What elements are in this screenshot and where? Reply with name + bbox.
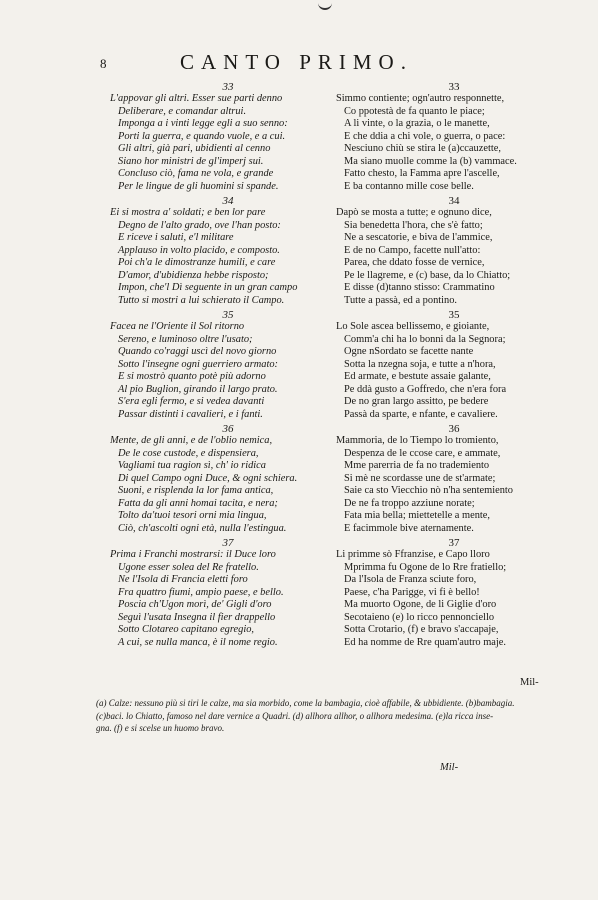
verse-line: Ei si mostra a' soldati; e ben lor pare <box>110 207 266 218</box>
verse-line: Ma muorto Ogone, de li Giglie d'oro <box>344 599 497 610</box>
verse-line: Fatta da gli anni homai tacita, e nera; <box>118 497 278 509</box>
verse-line: D'amor, d'ubidienza hebbe risposto; <box>118 269 269 281</box>
verse-line: Mente, de gli anni, e de l'oblio nemica, <box>110 435 273 446</box>
verse-line: L'appovar gli altri. Esser sue parti denno <box>110 93 283 104</box>
verse-line: Poscia ch'Ugon morì, de' Gigli d'oro <box>118 599 272 610</box>
verse-line: Passà da sparte, e nfante, e cavaliere. <box>344 408 498 420</box>
stanza-number: 33 <box>448 81 460 93</box>
verse-line: Tutte a passà, ed a pontino. <box>344 294 458 306</box>
verse-line: Fra quattro fiumi, ampio paese, e bello. <box>118 586 284 598</box>
verse-line: Lo Sole ascea bellissemo, e gioiante, <box>336 321 490 332</box>
verse-line: Sotto l'insegne ogni guerriero armato: <box>118 358 278 370</box>
stanza <box>336 82 572 193</box>
verse-line: A cui, se nulla manca, è il nome regio. <box>118 636 278 648</box>
verse-line: E riceve i saluti, e'l militare <box>118 232 234 243</box>
dialect-column <box>336 82 572 652</box>
verse-line: Ogne nSordato se facette nante <box>344 346 474 357</box>
verse-line: Despenza de le ccose care, e ammate, <box>344 447 501 459</box>
verse-line: Da l'Isola de Franza sciute foro, <box>344 574 477 585</box>
verse-line: Li primme sò Ffranzise, e Capo lloro <box>336 549 490 560</box>
catchword-right: Mil- <box>520 677 539 688</box>
verse-line: Tutto si mostri a lui schierato il Campo. <box>118 294 285 306</box>
stanza-number: 37 <box>448 537 460 549</box>
italian-column <box>110 82 346 652</box>
verse-line: Impon, che'l Dì seguente in un gran campo <box>118 282 298 293</box>
footnote-line: (a) Calze: nessuno più si tiri le calze, ma sia morbido, come la bambagia, cioè affabile, & ubbidiente. (b)bambagia. <box>96 698 515 708</box>
verse-line: De ne fa troppo azziune norate; <box>344 497 475 509</box>
stanza <box>336 310 572 421</box>
stanza-number: 35 <box>448 309 460 321</box>
verse-line: Concluso ciò, fama ne vola, e grande <box>118 168 274 179</box>
verse-line: E si mostrò quanto potè più adorno <box>118 371 266 382</box>
verse-line: Fatto chesto, la Famma apre l'ascelle, <box>344 168 500 179</box>
verse-line: Prima i Franchi mostrarsi: il Duce loro <box>110 549 276 560</box>
verse-line: Porti la guerra, e quando vuole, e a cui. <box>118 130 286 142</box>
stanza-number: 34 <box>222 195 234 207</box>
verse-line: Tolto da'tuoi tesori orni mia lingua, <box>118 510 267 521</box>
verse-line: Al pio Buglion, girando il largo prato. <box>118 383 278 395</box>
verse-line: Sotta Crotario, (f) e bravo s'accapaje, <box>344 624 499 635</box>
verse-line: Ne a sescatorie, e biva de l'ammice, <box>344 232 493 243</box>
verse-line: Pe le llagreme, e (c) base, da lo Chiatto; <box>344 269 511 281</box>
verse-line: Comm'a chi ha lo bonni da la Segnora; <box>344 333 506 345</box>
stanza-number: 33 <box>222 81 234 93</box>
verse-line: Quando co'raggi uscì del novo giorno <box>118 346 277 357</box>
verse-line: Mme parerria de fa no trademiento <box>344 460 490 471</box>
verse-line: Fata mia bella; miettetelle a mente, <box>344 510 490 521</box>
verse-line: Mammoria, de lo Tiempo lo tromiento, <box>336 435 499 446</box>
verse-line: Degno de l'alto grado, ove l'han posto: <box>118 219 281 231</box>
verse-line: Ne l'Isola di Francia eletti foro <box>118 574 248 585</box>
stanza <box>110 538 346 649</box>
verse-line: Ciò, ch'ascolti ogni età, nulla l'estingua. <box>118 522 287 534</box>
verse-line: S'era egli fermo, e si vedea davanti <box>118 396 265 407</box>
verse-line: Applauso in volto placido, e composto. <box>118 244 280 256</box>
verse-line: Sia benedetta l'hora, che s'è fatto; <box>344 219 483 231</box>
stanza <box>336 424 572 535</box>
stanza-number: 35 <box>222 309 234 321</box>
verse-line: Simmo contiente; ogn'autro responnette, <box>336 93 505 104</box>
verse-line: Ed armate, e bestute assaie galante, <box>344 371 491 382</box>
verse-line: Sotta la nzegna soja, e tutte a n'hora, <box>344 358 496 370</box>
verse-line: Siano hor ministri de gl'imperj sui. <box>118 155 264 167</box>
verse-line: Suoni, e risplenda la lor fama antica, <box>118 485 274 496</box>
verse-line: Per le lingue de gli huomini si spande. <box>118 180 279 192</box>
verse-line: Imponga a i vinti legge egli a suo senno: <box>118 118 288 129</box>
verse-line: Ma siano muolle comme la (b) vammace. <box>344 155 517 167</box>
verse-line: Co ppotestà de fa quanto le piace; <box>344 105 485 117</box>
running-head: CANTO PRIMO. <box>180 50 413 74</box>
footnotes <box>96 697 570 735</box>
verse-line: Paese, c'ha Parigge, vi fi è bello! <box>344 586 480 598</box>
stanza-number: 36 <box>222 423 234 435</box>
verse-line: Gli altri, già pari, ubidienti al cenno <box>118 143 271 154</box>
verse-line: De le cose custode, e dispensiera, <box>118 447 259 459</box>
verse-line: E facimmole bive aternamente. <box>344 522 474 534</box>
verse-line: Secotaieno (e) lo ricco pennonciello <box>344 611 495 623</box>
stanza <box>336 196 572 307</box>
verse-line: Vagliami tua ragion sì, ch' io ridica <box>118 460 266 471</box>
verse-line: Dapò se mosta a tutte; e ognuno dice, <box>336 207 492 218</box>
page-number: 8 <box>100 56 107 71</box>
verse-line: Seguì l'usata Insegna il fier drappello <box>118 611 276 623</box>
catchword-bottom: Mil- <box>440 762 459 773</box>
verse-line: Parea, che ddato fosse de vernice, <box>344 257 485 268</box>
stanza <box>110 310 346 421</box>
footnote-line: (c)baci. lo Chiatto, famoso nel dare vernice a Quadri. (d) allhora allhor, o allhora medesima. (e)la ricca inse- <box>96 710 494 721</box>
verse-line: Passar distinti i cavalieri, e i fanti. <box>118 408 263 420</box>
verse-line: E che ddia a chi vole, o guerra, o pace: <box>344 130 506 142</box>
verse-line: Sotto Clotareo capitano egregio, <box>118 624 255 635</box>
verse-line: E ba contanno mille cose belle. <box>344 180 474 192</box>
top-ornament <box>318 0 332 10</box>
verse-line: E disse (d)tanno stisso: Crammatino <box>344 282 495 293</box>
verse-line: Pe ddà gusto a Goffredo, che n'era fora <box>344 383 507 395</box>
verse-line: Nesciuno chiù se stira le (a)ccauzette, <box>344 143 501 154</box>
verse-line: Si mè ne scordasse une de st'armate; <box>344 472 496 484</box>
verse-line: Sereno, e luminoso oltre l'usato; <box>118 333 253 345</box>
stanza-number: 36 <box>448 423 460 435</box>
verse-line: A li vinte, o la grazia, o le manette, <box>344 118 490 129</box>
stanza <box>110 424 346 535</box>
verse-line: Mprimma fu Ogone de lo Rre fratiello; <box>344 561 507 573</box>
stanza <box>110 196 346 307</box>
stanza <box>110 82 346 193</box>
verse-line: Facea ne l'Oriente il Sol ritorno <box>110 321 245 332</box>
verse-line: Ed ha nomme de Rre quam'autro maje. <box>344 636 507 648</box>
stanza <box>336 538 572 649</box>
footnote-line: gna. (f) e si scelse un huomo bravo. <box>96 723 225 733</box>
verse-line: E de no Campo, facette null'atto: <box>344 244 481 256</box>
verse-line: Di quel Campo ogni Duce, & ogni schiera. <box>118 472 298 484</box>
verse-line: De no gran largo assitto, pe bedere <box>344 396 489 407</box>
verse-line: Ugone esser solea del Re fratello. <box>118 561 259 573</box>
verse-line: Deliberare, e comandar altrui. <box>118 105 247 117</box>
verse-line: Poi ch'a le dimostranze humili, e care <box>118 257 276 268</box>
stanza-number: 34 <box>448 195 460 207</box>
stanza-number: 37 <box>222 537 234 549</box>
verse-line: Saie ca sto Viecchio nò n'ha sentemiento <box>344 485 513 496</box>
